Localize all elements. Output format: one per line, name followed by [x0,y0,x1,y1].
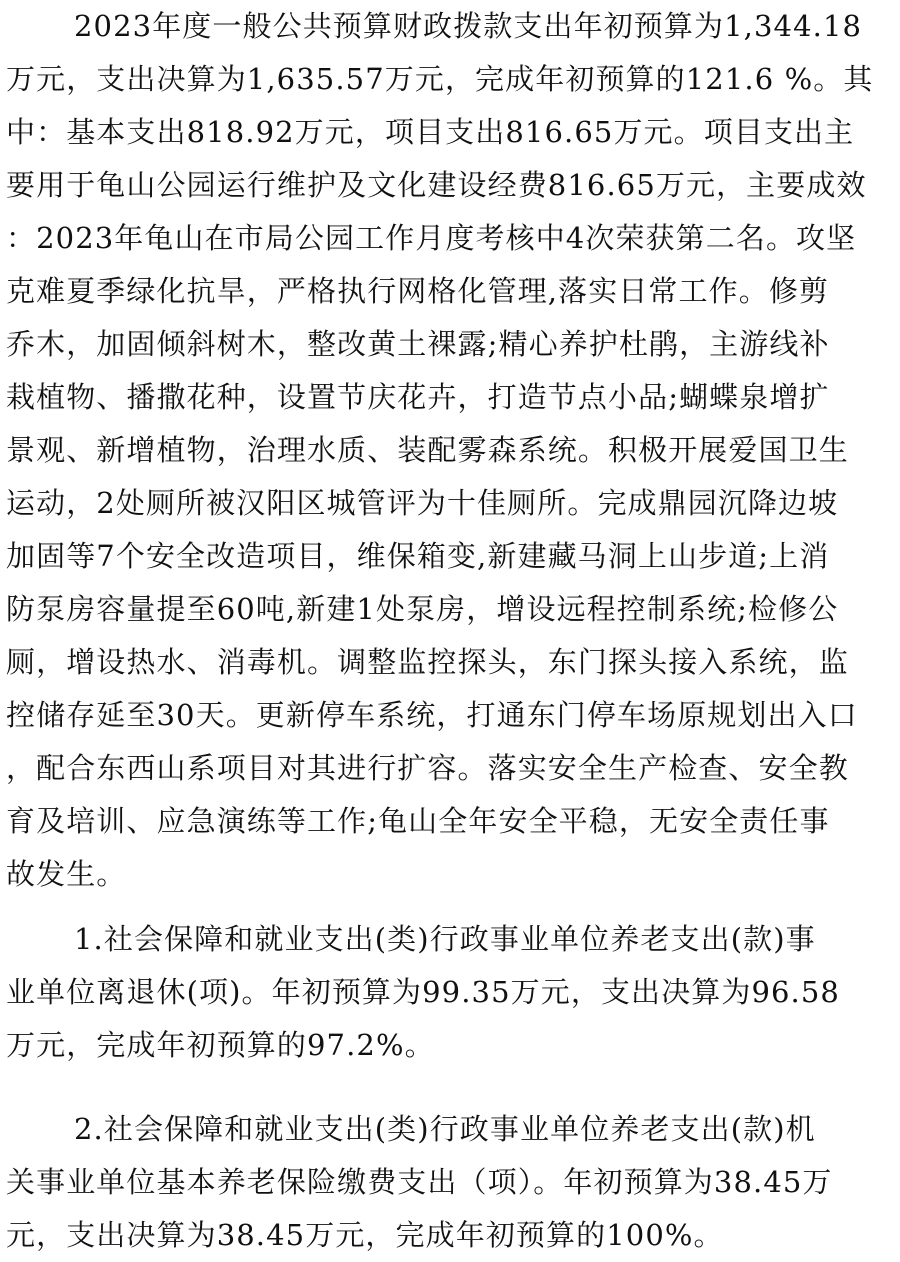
text-line: 运动，2处厕所被汉阳区城管评为十佳厕所。完成鼎园沉降边坡 [6,486,839,520]
text-line: 加固等7个安全改造项目，维保箱变,新建藏马洞上山步道;上消 [6,539,830,573]
text-line: 关事业单位基本养老保险缴费支出（项）。年初预算为38.45万 [6,1165,833,1199]
text-line: 1.社会保障和就业支出(类)行政事业单位养老支出(款)事 [74,922,816,956]
text-line: 乔木，加固倾斜树木，整改黄土裸露;精心养护杜鹃，主游线补 [6,327,830,361]
text-line: 控储存延至30天。更新停车系统，打通东门停车场原规划出入口 [6,698,858,732]
text-line: 要用于龟山公园运行维护及文化建设经费816.65万元，主要成效 [6,168,867,202]
paragraph-item-2 [6,1103,890,1262]
text-line: 2023年度一般公共预算财政拨款支出年初预算为1,344.18 [74,9,863,43]
text-line: 故发生。 [6,857,127,891]
text-line: 万元，完成年初预算的97.2%。 [6,1028,435,1062]
text-line: ：2023年龟山在市局公园工作月度考核中4次荣获第二名。攻坚 [6,221,857,255]
text-line: ，配合东西山系项目对其进行扩容。落实安全生产检查、安全教 [6,751,849,785]
text-line: 元，支出决算为38.45万元，完成年初预算的100%。 [6,1218,724,1252]
text-line: 中：基本支出818.92万元，项目支出816.65万元。项目支出主 [6,115,855,149]
text-line: 克难夏季绿化抗旱，严格执行网格化管理,落实日常工作。修剪 [6,274,830,308]
paragraph-item-1 [6,913,890,1072]
text-line: 景观、新增植物，治理水质、装配雾森系统。积极开展爱国卫生 [6,433,849,467]
text-line: 栽植物、播撒花种，设置节庆花卉，打造节点小品;蝴蝶泉增扩 [6,380,830,414]
text-line: 业单位离退休(项)。年初预算为99.35万元，支出决算为96.58 [6,975,840,1009]
text-line: 厕，增设热水、消毒机。调整监控探头，东门探头接入系统，监 [6,645,849,679]
text-line: 育及培训、应急演练等工作;龟山全年安全平稳，无安全责任事 [6,804,830,838]
text-line: 万元，支出决算为1,635.57万元，完成年初预算的121.6 %。其 [6,62,874,96]
text-line: 防泵房容量提至60吨,新建1处泵房，增设远程控制系统;检修公 [6,592,839,626]
paragraph-budget-summary [6,0,890,901]
text-line: 2.社会保障和就业支出(类)行政事业单位养老支出(款)机 [74,1112,816,1146]
